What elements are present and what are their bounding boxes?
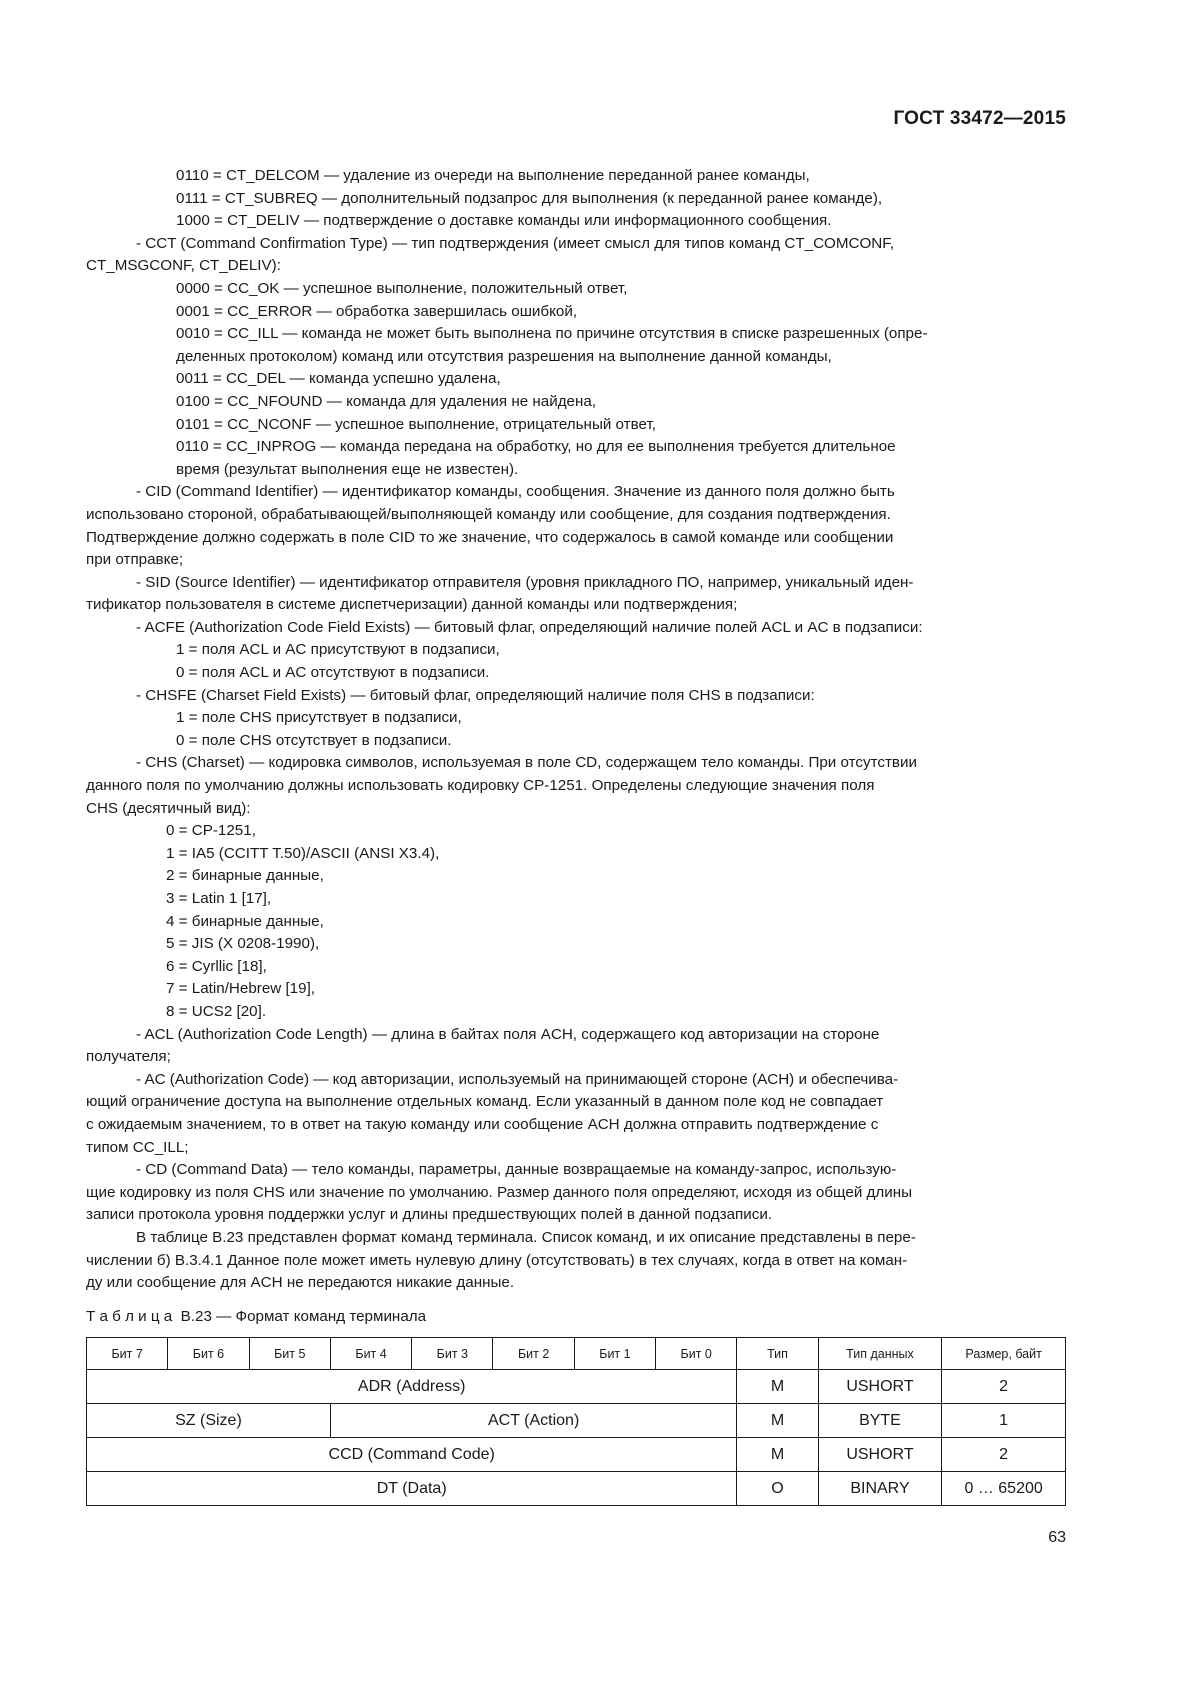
text-line: тификатор пользователя в системе диспетчеризации) данной команды или подтверждения; (86, 596, 738, 614)
text-line: - ACL (Authorization Code Length) — длина в байтах поля ACH, содержащего код авторизации на стороне (136, 1025, 880, 1043)
text-line: данного поля по умолчанию должны использовать кодировку CP-1251. Определены следующие значения поля (86, 777, 875, 795)
field-cell: ADR (Address) (87, 1370, 737, 1404)
text-line: CHS (десятичный вид): (86, 799, 251, 817)
field-cell: ACT (Action) (330, 1404, 736, 1438)
text-line: 8 = UCS2 [20]. (166, 1002, 267, 1020)
table-caption: Т а б л и ц а В.23 — Формат команд терминала (86, 1308, 427, 1325)
data-type-cell: USHORT (818, 1438, 942, 1472)
document-header: ГОСТ 33472—2015 (893, 108, 1066, 129)
text-line: при отправке; (86, 551, 184, 569)
table-header-cell: Бит 5 (249, 1338, 330, 1370)
text-line: - CHSFE (Charset Field Exists) — битовый флаг, определяющий наличие поля CHS в подзаписи: (136, 686, 815, 704)
text-line: 0000 = CC_OK — успешное выполнение, положительный ответ, (176, 279, 628, 297)
field-cell: DT (Data) (87, 1472, 737, 1506)
table-header-cell: Бит 1 (574, 1338, 655, 1370)
table-row (87, 1438, 1066, 1472)
text-line: 0110 = CT_DELCOM — удаление из очереди на выполнение переданной ранее команды, (176, 167, 810, 184)
text-line: 2 = бинарные данные, (166, 867, 324, 885)
text-line: 0 = CP-1251, (166, 822, 256, 840)
text-line: 0010 = CC_ILL — команда не может быть выполнена по причине отсутствия в списке разрешенных (опре- (176, 325, 928, 343)
text-line: ду или сообщение для ACH не передаются никакие данные. (86, 1274, 515, 1292)
type-cell: M (737, 1438, 818, 1472)
text-line: В таблице В.23 представлен формат команд терминала. Список команд, и их описание представлены в пере- (136, 1228, 916, 1246)
text-line: - ACFE (Authorization Code Field Exists) — битовый флаг, определяющий наличие полей ACL и AC в подзаписи: (136, 618, 923, 636)
data-type-cell: USHORT (818, 1370, 942, 1404)
text-line: - CID (Command Identifier) — идентификатор команды, сообщения. Значение из данного поля должно быть (136, 483, 895, 501)
size-cell: 1 (942, 1404, 1066, 1438)
body-text (86, 165, 1066, 1295)
text-line: деленных протоколом) команд или отсутствия разрешения на выполнение данной команды, (176, 347, 832, 365)
table-header-cell: Размер, байт (942, 1338, 1066, 1370)
type-cell: M (737, 1404, 818, 1438)
text-line: Подтверждение должно содержать в поле CID то же значение, что содержалось в самой команде или сообщении (86, 528, 894, 546)
text-line: - CHS (Charset) — кодировка символов, используемая в поле CD, содержащем тело команды. При отсутствии (136, 754, 917, 772)
text-line: 0011 = CC_DEL — команда успешно удалена, (176, 370, 501, 388)
data-type-cell: BYTE (818, 1404, 942, 1438)
text-line: 1 = IA5 (CCITT T.50)/ASCII (ANSI X3.4), (166, 844, 440, 862)
text-line: 6 = Cyrllic [18], (166, 957, 267, 975)
table-header-cell: Бит 4 (330, 1338, 411, 1370)
text-line: 0111 = CT_SUBREQ — дополнительный подзапрос для выполнения (к переданной ранее команде), (176, 189, 883, 207)
table-row (87, 1370, 1066, 1404)
field-cell: CCD (Command Code) (87, 1438, 737, 1472)
text-line: 0110 = CC_INPROG — команда передана на обработку, но для ее выполнения требуется длительное (176, 438, 896, 456)
size-cell: 0 … 65200 (942, 1472, 1066, 1506)
table-header-cell: Бит 2 (493, 1338, 574, 1370)
text-line: с ожидаемым значением, то в ответ на такую команду или сообщение ACH должна отправить подтверждение с (86, 1115, 879, 1133)
type-cell: O (737, 1472, 818, 1506)
size-cell: 2 (942, 1370, 1066, 1404)
table-header-cell: Бит 3 (412, 1338, 493, 1370)
text-line: типом CC_ILL; (86, 1138, 189, 1156)
text-line: 1 = поле CHS присутствует в подзаписи, (176, 709, 462, 727)
text-line: 0 = поля ACL и AC отсутствуют в подзаписи. (176, 664, 490, 682)
page-number: 63 (1048, 1529, 1066, 1546)
table-header-cell: Бит 0 (656, 1338, 737, 1370)
data-type-cell: BINARY (818, 1472, 942, 1506)
table-row (87, 1404, 1066, 1438)
table-header-cell: Тип (737, 1338, 818, 1370)
text-line: CT_MSGCONF, CT_DELIV): (86, 257, 281, 275)
text-line: 0 = поле CHS отсутствует в подзаписи. (176, 731, 452, 749)
text-line: 3 = Latin 1 [17], (166, 890, 272, 907)
table-header-row (87, 1338, 1066, 1370)
text-line: время (результат выполнения еще не известен). (176, 460, 519, 478)
text-line: получателя; (86, 1048, 171, 1066)
text-line: записи протокола уровня поддержки услуг и длины предшествующих полей в данной подзаписи. (86, 1206, 773, 1224)
text-line: - SID (Source Identifier) — идентификатор отправителя (уровня прикладного ПО, например, уникальный иден- (136, 573, 914, 591)
text-line: 1 = поля ACL и AC присутствуют в подзаписи, (176, 641, 500, 659)
text-line: - AC (Authorization Code) — код авторизации, используемый на принимающей стороне (ACH) и обеспечива- (136, 1070, 899, 1088)
table-header-cell: Тип данных (818, 1338, 942, 1370)
text-line: 0001 = CC_ERROR — обработка завершилась ошибкой, (176, 302, 578, 320)
text-line: 7 = Latin/Hebrew [19], (166, 980, 316, 998)
text-line: 4 = бинарные данные, (166, 912, 324, 930)
text-line: 0101 = CC_NCONF — успешное выполнение, отрицательный ответ, (176, 415, 656, 433)
text-line: ющий ограничение доступа на выполнение отдельных команд. Если указанный в данном поле код не совпадает (86, 1093, 884, 1111)
text-line: использовано стороной, обрабатывающей/выполняющей команду или сообщение, для создания подтверждения. (86, 505, 891, 523)
type-cell: M (737, 1370, 818, 1404)
table-header-cell: Бит 7 (87, 1338, 168, 1370)
size-cell: 2 (942, 1438, 1066, 1472)
command-format-table (86, 1337, 1066, 1506)
text-line: 0100 = CC_NFOUND — команда для удаления не найдена, (176, 392, 597, 410)
text-line: числении б) В.3.4.1 Данное поле может иметь нулевую длину (отсутствовать) в тех случаях, когда в ответ на коман- (86, 1251, 908, 1269)
text-line: 1000 = CT_DELIV — подтверждение о доставке команды или информационного сообщения. (176, 212, 832, 230)
text-line: щие кодировку из поля CHS или значение по умолчанию. Размер данного поля определяют, исходя из общей длины (86, 1183, 913, 1201)
table-header-cell: Бит 6 (168, 1338, 249, 1370)
text-line: - CD (Command Data) — тело команды, параметры, данные возвращаемые на команду-запрос, использую- (136, 1161, 897, 1179)
text-line: - CCT (Command Confirmation Type) — тип подтверждения (имеет смысл для типов команд CT_COMCONF, (136, 234, 895, 252)
text-line: 5 = JIS (X 0208-1990), (166, 935, 320, 953)
table-row (87, 1472, 1066, 1506)
field-cell: SZ (Size) (87, 1404, 331, 1438)
